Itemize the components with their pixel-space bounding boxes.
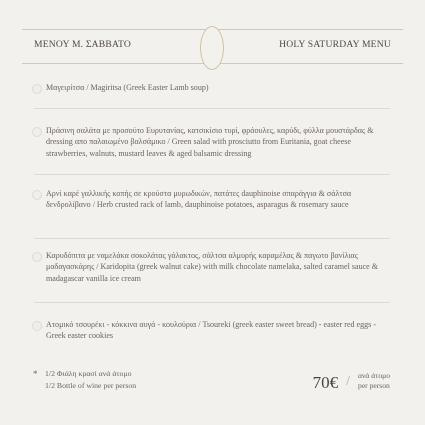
item-bullet-icon [32, 321, 42, 331]
item-bullet-icon [32, 252, 42, 262]
price-slash: / [346, 374, 351, 389]
menu-title-english: HOLY SATURDAY MENU [279, 39, 391, 50]
menu-item-text: Ατομικό τσουρέκι - κόκκινα αυγά - κουλούρια / Tsoureki (greek easter sweet bread) - easter red eggs - Greek easter cookies [46, 320, 377, 341]
price-block [313, 367, 390, 393]
menu-item-text: Αρνί καρέ γαλλικής κοπής σε κρούστα μυρωδικών, πατάτες dauphinoise σπαράγγια & σάλτσα δενδρολίβανο / Herb crusted rack of lamb, dauphinoise potatoes, asparagus & rosemary sauce [46, 189, 352, 210]
item-bullet-icon [32, 84, 42, 94]
price-label-greek: ανά άτομο [358, 371, 390, 380]
menu-item-text: Καρυδόπιτα με ναμελάκα σοκολάτας γάλακτος, σάλτσα αλμυρής καραμέλας & παγωτο βανίλιας μαδαγασκάρης / Karidopita (greek walnut cake) with milk chocolate namelaka, salted caramel sauce & madagascar vanilla ice cream [46, 251, 379, 283]
footer-star: * [33, 369, 38, 379]
item-divider [34, 302, 390, 303]
item-divider [34, 174, 390, 175]
menu-item-text: Πράσινη σαλάτα με προσούτο Ευρυτανίας, κατσικίσιο τυρί, φράουλες, καρύδι, φύλλα μουστάρδας & dressing απο παλαιωμένο βαλσάμικο / Green salad with prosciutto from Euritania, goat cheese strawberries, walnuts, mustard leaves & aged balsamic dressing [46, 126, 374, 158]
menu-item-lamb [34, 188, 392, 211]
menu-item-soup [34, 82, 392, 93]
item-bullet-icon [32, 190, 42, 200]
menu-item-text: Μαγειρίτσα / Magiritsa (Greek Easter Lamb soup) [46, 83, 209, 92]
price-label [358, 371, 390, 391]
item-bullet-icon [32, 127, 42, 137]
item-divider [34, 238, 390, 239]
header-oval-ornament [200, 26, 224, 70]
item-divider [34, 108, 390, 109]
wine-note-greek: 1/2 Φιάλη κρασί ανά άτομο [45, 369, 132, 378]
wine-note-english: 1/2 Bottle of wine per person [45, 381, 137, 390]
menu-title-greek: ΜΕΝΟΥ Μ. ΣΑΒΒΑΤΟ [34, 39, 132, 50]
wine-note [45, 368, 136, 392]
menu-item-salad [34, 125, 392, 159]
price-label-english: per person [358, 381, 390, 390]
price-value: 70€ [312, 373, 339, 392]
menu-item-dessert [34, 250, 392, 284]
menu-item-easter-treats [34, 319, 392, 342]
